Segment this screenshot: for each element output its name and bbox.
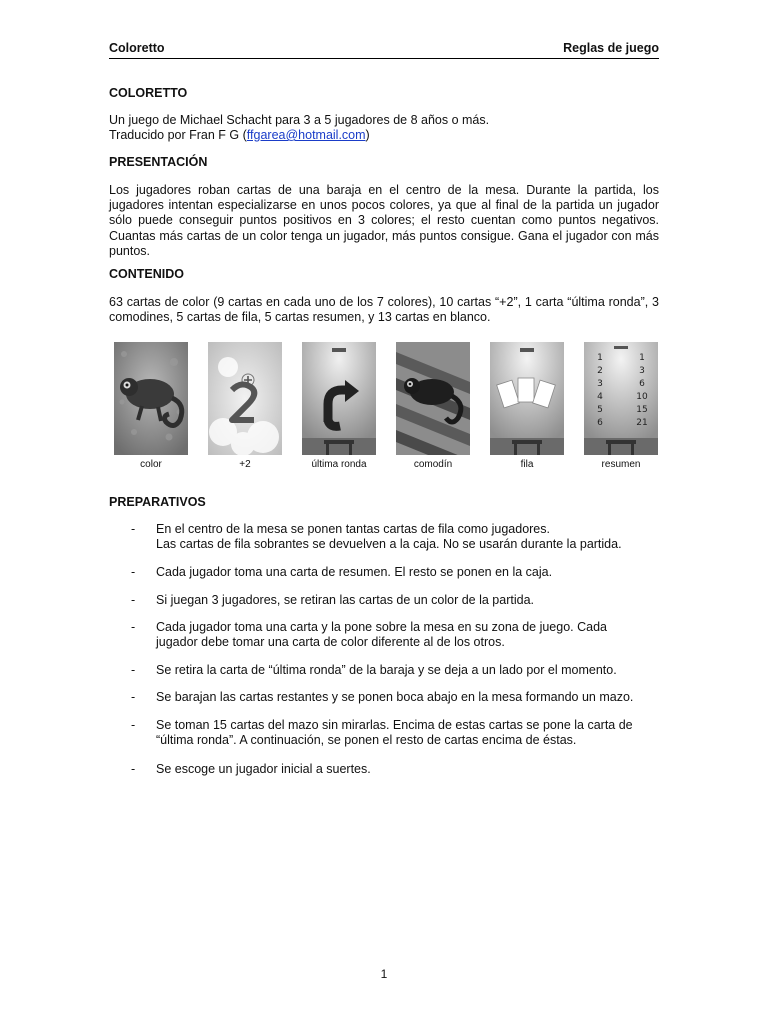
card-label-last-round: última ronda (311, 459, 367, 470)
card-illustrations (109, 342, 659, 472)
summary-left-number: 1 (597, 353, 603, 363)
document-title: COLORETTO (109, 86, 188, 100)
intro-line-2: Traducido por Fran F G (ffgarea@hotmail.com) (109, 128, 370, 142)
summary-right-number: 6 (639, 379, 645, 389)
last-round-card (302, 342, 376, 455)
summary-left-number: 3 (597, 379, 603, 389)
summary-right-number: 10 (636, 392, 648, 402)
color-card (114, 342, 188, 455)
joker-chameleon-icon (396, 342, 470, 455)
summary-left-number: 2 (597, 366, 603, 376)
plus-two-icon (208, 342, 282, 455)
summary-right-number: 1 (639, 353, 645, 363)
presentacion-heading: PRESENTACIÓN (109, 155, 208, 169)
card-label-row: fila (520, 459, 534, 470)
summary-right-number: 3 (639, 366, 645, 376)
summary-right-number: 21 (636, 418, 648, 428)
row-cards-icon (490, 342, 564, 455)
page-header (109, 41, 659, 59)
joker-card (396, 342, 470, 455)
presentacion-paragraph: Los jugadores roban cartas de una baraja en el centro de la mesa. Durante la partida, los jugadores intentan especializarse en unos pocos colores, ya que al final de la partida un jugador sólo puede conseguir puntos positivos en 3 colores; el resto cuentan como puntos negativos. Cuantas más cartas de un color tenga un jugador, más puntos consigue. Gana el jugador con más puntos. (109, 183, 659, 258)
email-link[interactable]: ffgarea@hotmail.com (246, 128, 366, 142)
summary-left-number: 4 (597, 392, 603, 402)
card-label-joker: comodín (413, 459, 453, 470)
row-card (490, 342, 564, 455)
card-label-plus-two: +2 (239, 459, 251, 470)
intro-line-1: Un juego de Michael Schacht para 3 a 5 jugadores de 8 años o más. (109, 113, 490, 127)
contenido-heading: CONTENIDO (109, 267, 184, 281)
chameleon-icon (114, 342, 188, 455)
header-title: Coloretto (109, 41, 165, 55)
card-label-summary: resumen (601, 459, 641, 470)
header-section: Reglas de juego (563, 41, 659, 55)
summary-right-number: 15 (636, 405, 648, 415)
summary-left-number: 6 (597, 418, 603, 428)
page-number: 1 (380, 967, 388, 981)
summary-card (584, 342, 658, 455)
last-round-arrow-icon (302, 342, 376, 455)
card-label-color: color (140, 459, 162, 470)
plus-two-card (208, 342, 282, 455)
contenido-paragraph: 63 cartas de color (9 cartas en cada uno de los 7 colores), 10 cartas “+2”, 1 carta “última ronda”, 3 comodines, 5 cartas de fila, 5 cartas resumen, y 13 cartas en blanco. (109, 295, 659, 325)
summary-left-number: 5 (597, 405, 603, 415)
preparativos-heading: PREPARATIVOS (109, 495, 206, 509)
summary-table-icon (584, 342, 658, 455)
